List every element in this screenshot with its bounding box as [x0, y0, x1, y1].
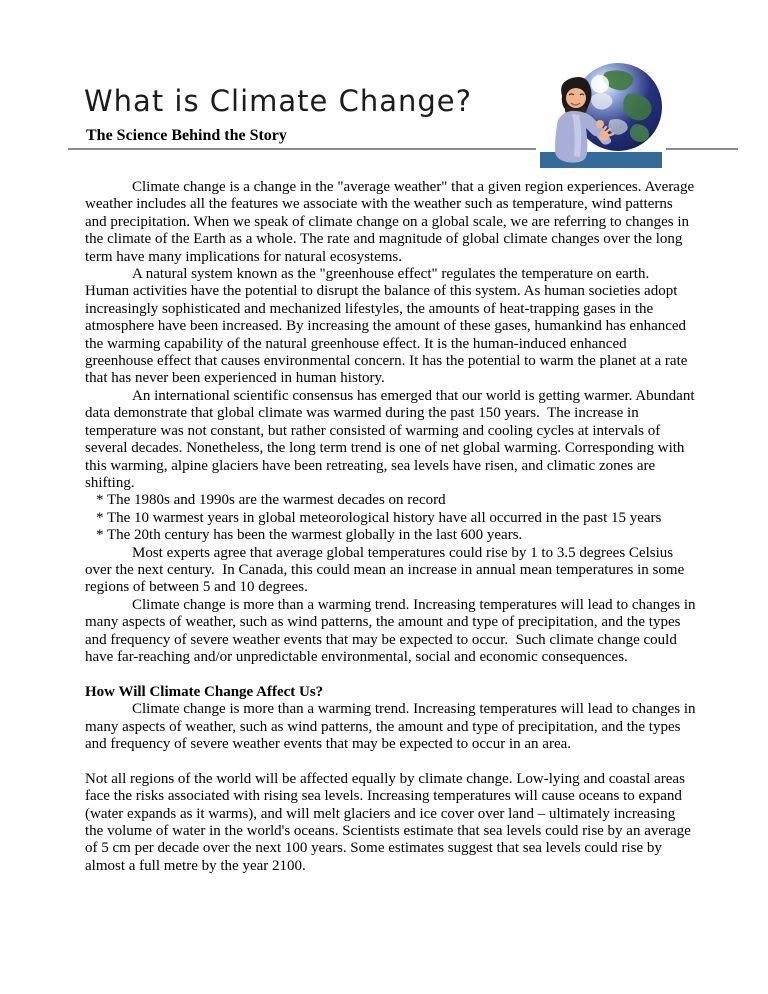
paragraph-affect-intro: Climate change is more than a warming trend. Increasing temperatures will lead to changes in many aspects of weather, such as wind patterns, the amount and type of precipitation, and the types and frequency of severe weather events that may be expected to occur in an area.: [85, 701, 700, 752]
blank-line: [85, 753, 697, 770]
section-heading-how-will-affect-us: How Will Climate Change Affect Us?: [85, 683, 324, 700]
bullet-warmest-years: * The 10 warmest years in global meteorological history have all occurred in the past 15 years: [96, 509, 662, 526]
blank-line: [85, 666, 697, 683]
paragraph-scientific-consensus: An international scientific consensus has emerged that our world is getting warmer. Abundant data demonstrate that global climate was warmed during the past 150 years. The increase in temperature was not constant, but rather consisted of warming and cooling cycles at intervals of several decades. Nonetheless, the long term trend is one of net global warming. Corresponding with this warming, alpine glaciers have been retreating, sea levels have risen, and climatic zones are shifting.: [85, 387, 699, 491]
page-title: What is Climate Change?: [84, 84, 473, 118]
document-body: [85, 179, 700, 875]
page-subtitle: The Science Behind the Story: [86, 127, 287, 144]
bullet-warmest-decades: * The 1980s and 1990s are the warmest decades on record: [96, 492, 446, 509]
paragraph-greenhouse-effect: A natural system known as the "greenhouse effect" regulates the temperature on earth. Human activities have the potential to disrupt the balance of this system. As human societies adopt increasingly sophisticated and mechanized lifestyles, the amounts of heat-trapping gases in the atmosphere have been increased. By increasing the amount of these gases, humankind has enhanced the warming capability of the natural greenhouse effect. It is the human-induced enhanced greenhouse effect that causes environmental concern. It has the potential to warm the planet at a rate that has never been experienced in human history.: [85, 266, 692, 387]
woman-holding-globe-photo: [536, 62, 666, 168]
paragraph-expert-projections: Most experts agree that average global temperatures could rise by 1 to 3.5 degrees Celsius over the next century. In Canada, this could mean an increase in annual mean temperatures in some regions of between 5 and 10 degrees.: [85, 544, 688, 596]
paragraph-more-than-warming: Climate change is more than a warming trend. Increasing temperatures will lead to changes in many aspects of weather, such as wind patterns, the amount and type of precipitation, and the types and frequency of severe weather events that may be expected to occur. Such climate change could have far-reaching and/or unpredictable environmental, social and economic consequences.: [85, 596, 700, 665]
paragraph-regions-sea-levels: Not all regions of the world will be affected equally by climate change. Low-lying and coastal areas face the risks associated with rising sea levels. Increasing temperatures will cause oceans to expand (water expands as it warms), and will melt glaciers and ice cover over land – ultimately increasing the volume of water in the world's oceans. Scientists estimate that sea levels could rise by an average of 5 cm per decade over the next 100 years. Some estimates suggest that sea levels could rise by almost a full metre by the year 2100.: [85, 770, 695, 874]
bullet-warmest-century: * The 20th century has been the warmest globally in the last 600 years.: [96, 527, 523, 544]
woman-holding-globe-illustration: [536, 62, 666, 168]
paragraph-climate-definition: Climate change is a change in the "average weather" that a given region experiences. Average weather includes all the features we associate with the weather such as temperature, wind patterns and precipitation. When we speak of climate change on a global scale, we are referring to changes in the climate of the Earth as a whole. The rate and magnitude of global climate changes over the long term have many implications for natural ecosystems.: [85, 179, 698, 265]
